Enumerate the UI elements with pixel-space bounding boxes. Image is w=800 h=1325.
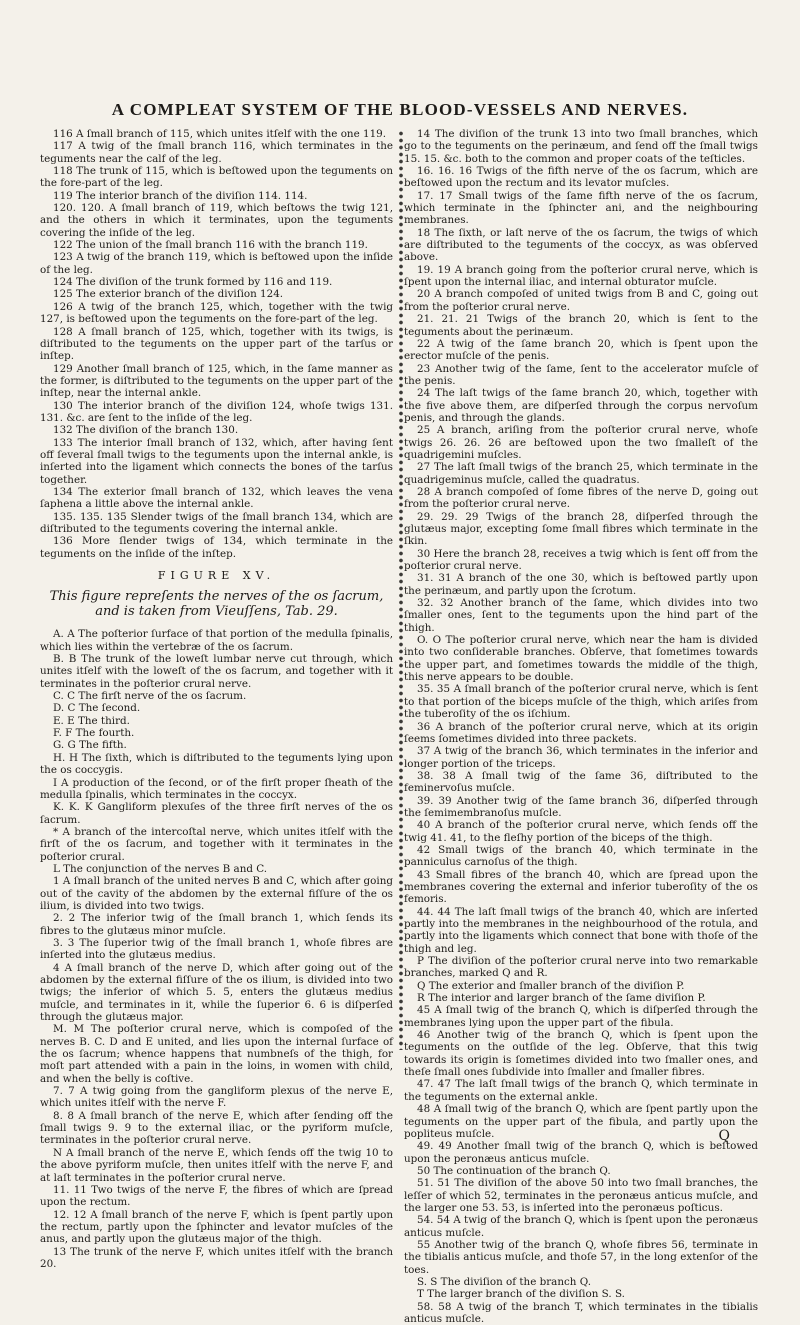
entry-paragraph: H. H The ſixth, which is diſtributed to the teguments lying upon the os coccygis. bbox=[40, 751, 393, 777]
entry-paragraph: 43 Small fibres of the branch 40, which are ſpread upon the membranes covering the external and inferior tuberoſity of the os femoris. bbox=[404, 868, 758, 906]
entry-paragraph: A. A The poſterior ſurface of that portion of the medulla ſpinalis, which lies within the vertebræ of the os ſacrum. bbox=[40, 628, 393, 653]
entry-paragraph: E. E The third. bbox=[53, 714, 130, 727]
entry-paragraph: D. C The ſecond. bbox=[53, 702, 141, 715]
entry-paragraph: 23 Another twig of the ſame, ſent to the accelerator muſcle of the penis. bbox=[404, 362, 758, 387]
right-column bbox=[404, 128, 758, 1325]
entry-paragraph: 46 Another twig of the branch Q, which is ſpent upon the teguments on the outſide of the leg. Obſerve, that this twig towards its origin is ſometimes divided into two ſmaller ones, and theſe ſmall ones ſubdivide into ſmaller and ſmaller fibres. bbox=[404, 1029, 758, 1079]
entry-paragraph: 58. 58 A twig of the branch T, which terminates in the tibialis anticus muſcle. bbox=[404, 1300, 758, 1325]
entry-paragraph: 14 The diviſion of the trunk 13 into two ſmall branches, which go to the teguments on the perinæum, and ſend off the ſmall twigs 15. 15. &c. both to the common and proper coats of the teſticles. bbox=[404, 128, 758, 165]
entry-paragraph: 2. 2 The inferior twig of the ſmall branch 1, which ſends its fibres to the glutæus minor muſcle. bbox=[40, 912, 393, 937]
entry-paragraph: 133 The interior ſmall branch of 132, which, after having ſent off ſeveral ſmall twigs to the teguments upon the internal ankle, is inſerted into the ligament which connects the bones of the tarſus together. bbox=[40, 436, 393, 486]
entry-paragraph: S. S The diviſion of the branch Q. bbox=[417, 1275, 591, 1288]
entry-paragraph: 39. 39 Another twig of the ſame branch 36, diſperſed through the ſemimembranoſus muſcle. bbox=[404, 794, 758, 819]
entry-paragraph: 29. 29. 29 Twigs of the branch 28, diſperſed through the glutæus major, excepting ſome ſmall fibres which terminate in the ſkin. bbox=[404, 510, 758, 548]
entry-paragraph: 37 A twig of the branch 36, which terminates in the inferior and longer portion of the triceps. bbox=[404, 745, 758, 770]
entry-paragraph: T The larger branch of the diviſion S. S. bbox=[417, 1288, 625, 1301]
figure-heading: FIGURE XV. bbox=[157, 569, 276, 583]
entry-paragraph: 7. 7 A twig going from the gangliform plexus of the nerve E, which unites itſelf with the nerve F. bbox=[40, 1085, 393, 1110]
entry-paragraph: * A branch of the intercoſtal nerve, which unites itſelf with the firſt of the os ſacrum, and together with it terminates in the poſterior crural. bbox=[40, 825, 393, 863]
entry-paragraph: P The diviſion of the poſterior crural nerve into two remarkable branches, marked Q and R. bbox=[404, 955, 758, 980]
entry-paragraph: 125 The exterior branch of the diviſion 124. bbox=[53, 288, 284, 301]
figure-caption: This figure repreſents the nerves of the os ſacrum, and is taken from Vieuſſens, Tab. 29. bbox=[49, 589, 384, 620]
entry-paragraph: 50 The continuation of the branch Q. bbox=[417, 1164, 611, 1177]
entry-paragraph: 24 The laſt twigs of the ſame branch 20, which, together with the five above them, are diſperſed through the corpus nervoſum penis, and through the glands. bbox=[404, 387, 758, 424]
entry-paragraph: 130 The interior branch of the diviſion 124, whoſe twigs 131. 131. &c. are ſent to the inſide of the leg. bbox=[40, 399, 393, 424]
entry-paragraph: 20 A branch compoſed of united twigs from B and C, going out from the poſterior crural nerve. bbox=[404, 288, 758, 313]
entry-paragraph: 48 A ſmall twig of the branch Q, which are ſpent partly upon the teguments on the upper part of the fibula, and partly upon the popliteus muſcle. bbox=[404, 1103, 758, 1140]
entry-paragraph: 128 A ſmall branch of 125, which, together with its twigs, is diſtributed to the teguments on the upper part of the tarſus or inſtep. bbox=[40, 325, 393, 363]
entry-paragraph: K. K. K Gangliform plexuſes of the three firſt nerves of the os ſacrum. bbox=[40, 801, 393, 826]
entry-paragraph: 27 The laſt ſmall twigs of the branch 25, which terminate in the quadrigeminus muſcle, called the quadratus. bbox=[404, 461, 758, 486]
entry-paragraph: 123 A twig of the branch 119, which is beſtowed upon the inſide of the leg. bbox=[40, 251, 393, 276]
running-head: A COMPLEAT SYSTEM OF THE BLOOD-VESSELS AND NERVES. bbox=[111, 100, 689, 119]
entry-paragraph: 19. 19 A branch going from the poſterior crural nerve, which is ſpent upon the internal iliac, and internal obturator muſcle. bbox=[404, 263, 758, 289]
entry-paragraph: 42 Small twigs of the branch 40, which terminate in the panniculus carnoſus of the thigh. bbox=[404, 843, 758, 869]
entry-paragraph: 13 The trunk of the nerve F, which unites itſelf with the branch 20. bbox=[40, 1245, 393, 1270]
entry-paragraph: 135. 135. 135 Slender twigs of the ſmall branch 134, which are diſtributed to the teguments covering the internal ankle. bbox=[40, 510, 393, 535]
entry-paragraph: 16. 16. 16 Twigs of the fifth nerve of the os ſacrum, which are beſtowed upon the rectum and its levator muſcles. bbox=[404, 165, 758, 190]
entry-paragraph: 35. 35 A ſmall branch of the poſterior crural nerve, which is ſent to that portion of the biceps muſcle of the thigh, which ariſes from the tuberoſity of the os iſchium. bbox=[404, 683, 758, 721]
entry-paragraph: 11. 11 Two twigs of the nerve F, the fibres of which are ſpread upon the rectum. bbox=[40, 1183, 393, 1209]
entry-paragraph: 3. 3 The ſuperior twig of the ſmall branch 1, whoſe fibres are inſerted into the glutæus medius. bbox=[40, 936, 393, 962]
entry-paragraph: 122 The union of the ſmall branch 116 with the branch 119. bbox=[53, 239, 368, 252]
entry-paragraph: 18 The ſixth, or laſt nerve of the os ſacrum, the twigs of which are diſtributed to the teguments of the coccyx, as was obſerved above. bbox=[404, 226, 758, 264]
signature-mark: Q bbox=[718, 1128, 730, 1144]
entry-paragraph: 25 A branch, ariſing from the poſterior crural nerve, whoſe twigs 26. 26. 26 are beſtowed upon the two ſmalleſt of the quadrigemini muſcles. bbox=[404, 424, 758, 461]
entry-paragraph: 117 A twig of the ſmall branch 116, which terminates in the teguments near the calf of the leg. bbox=[40, 140, 393, 165]
entry-paragraph: R The interior and larger branch of the ſame diviſion P. bbox=[417, 992, 706, 1005]
entry-paragraph: Q The exterior and ſmaller branch of the diviſion P. bbox=[417, 979, 685, 992]
entry-paragraph: 126 A twig of the branch 125, which, together with the twig 127, is beſtowed upon the teguments on the fore-part of the leg. bbox=[40, 300, 393, 326]
entry-paragraph: 54. 54 A twig of the branch Q, which is ſpent upon the peronæus anticus muſcle. bbox=[404, 1214, 758, 1239]
entry-paragraph: 40 A branch of the poſterior crural nerve, which ſends off the twig 41. 41, to the fleſhy portion of the biceps of the thigh. bbox=[404, 819, 758, 844]
entry-paragraph: 134 The exterior ſmall branch of 132, which leaves the vena ſaphena a little above the internal ankle. bbox=[40, 485, 393, 511]
entry-paragraph: C. C The firſt nerve of the os ſacrum. bbox=[53, 690, 247, 703]
entry-paragraph: G. G The fifth. bbox=[53, 739, 127, 752]
entry-paragraph: O. O The poſterior crural nerve, which near the ham is divided into two conſiderable branches. Obſerve, that ſometimes towards the upper part, and ſometimes towards the middle of the thigh, this nerve appears to be double. bbox=[404, 634, 758, 684]
entry-paragraph: N A ſmall branch of the nerve E, which ſends off the twig 10 to the above pyriform muſcle, then unites itſelf with the nerve F, and at laſt terminates in the poſterior crural nerve. bbox=[40, 1146, 393, 1184]
entry-paragraph: M. M The poſterior crural nerve, which is compoſed of the nerves B. C. D and E united, and lies upon the internal ſurface of the os ſacrum; whence happens that numbneſs of the thigh, for moſt part attended with a pain in the loins, in women with child, and when the belly is coſtive. bbox=[40, 1023, 393, 1085]
entry-paragraph: 124 The diviſion of the trunk formed by 116 and 119. bbox=[53, 276, 333, 289]
entry-paragraph: 129 Another ſmall branch of 125, which, in the ſame manner as the former, is diſtributed to the teguments on the upper part of the inſtep, near the internal ankle. bbox=[40, 362, 393, 400]
entry-paragraph: 28 A branch compoſed of ſome fibres of the nerve D, going out from the poſterior crural nerve. bbox=[404, 485, 758, 511]
entry-paragraph: B. B The trunk of the loweſt lumbar nerve cut through, which unites itſelf with the loweſt of the os ſacrum, and together with it terminates in the poſterior crural nerve. bbox=[40, 653, 393, 690]
entry-paragraph: L The conjunction of the nerves B and C. bbox=[53, 862, 268, 875]
left-bottom-paragraphs bbox=[40, 628, 393, 1270]
entry-paragraph: 17. 17 Small twigs of the ſame fifth nerve of the os ſacrum, which terminate in the ſphincter ani, and the neighbouring membranes. bbox=[404, 189, 758, 227]
entry-paragraph: 12. 12 A ſmall branch of the nerve F, which is ſpent partly upon the rectum, partly upon the ſphincter and levator muſcles of the anus, and partly upon the glutæus major of the thigh. bbox=[40, 1208, 393, 1246]
entry-paragraph: 44. 44 The laſt ſmall twigs of the branch 40, which are inſerted partly into the membranes in the neighbourhood of the rotula, and partly into the ligaments which connect that bone with thoſe of the thigh and leg. bbox=[404, 905, 758, 955]
entry-paragraph: F. F The fourth. bbox=[53, 727, 135, 740]
entry-paragraph: 8. 8 A ſmall branch of the nerve E, which after ſending off the ſmall twigs 9. 9 to the external iliac, or the pyriform muſcle, terminates in the poſterior crural nerve. bbox=[40, 1109, 393, 1147]
entry-paragraph: 55 Another twig of the branch Q, whoſe fibres 56, terminate in the tibialis anticus muſcle, and thoſe 57, in the long extenſor of the toes. bbox=[404, 1238, 758, 1276]
entry-paragraph: 49. 49 Another ſmall twig of the branch Q, which is beſtowed upon the peronæus anticus muſcle. bbox=[404, 1140, 758, 1165]
entry-paragraph: 31. 31 A branch of the one 30, which is beſtowed partly upon the perinæum, and partly upon the ſcrotum. bbox=[404, 572, 758, 597]
entry-paragraph: 118 The trunk of 115, which is beſtowed upon the teguments on the fore-part of the leg. bbox=[40, 165, 393, 190]
entry-paragraph: 30 Here the branch 28, receives a twig which is ſent off from the poſterior crural nerve. bbox=[404, 547, 759, 573]
entry-paragraph: 1 A ſmall branch of the united nerves B and C, which after going out of the cavity of the abdomen by the external fiſſure of the os ilium, is divided into two twigs. bbox=[40, 875, 393, 912]
entry-paragraph: 32. 32 Another branch of the ſame, which divides into two ſmaller ones, ſent to the teguments upon the hind part of the thigh. bbox=[404, 597, 758, 634]
entry-paragraph: 136 More ſlender twigs of 134, which terminate in the teguments on the inſide of the inſtep. bbox=[40, 535, 393, 560]
entry-paragraph: I A production of the ſecond, or of the firſt proper ſheath of the medulla ſpinalis, which terminates in the coccyx. bbox=[40, 776, 393, 801]
entry-paragraph: 4 A ſmall branch of the nerve D, which after going out of the abdomen by the external fiſſure of the os ilium, is divided into two twigs; the inferior of which 5. 5, enters the glutæus medius muſcle, and terminates in it, while the ſuperior 6. 6 is diſperſed through the glutæus major. bbox=[40, 961, 393, 1024]
entry-paragraph: 38. 38 A ſmall twig of the ſame 36, diſtributed to the feminervoſus muſcle. bbox=[404, 769, 758, 795]
entry-paragraph: 22 A twig of the ſame branch 20, which is ſpent upon the erector muſcle of the penis. bbox=[404, 337, 758, 363]
entry-paragraph: 120. 120. A ſmall branch of 119, which beſtows the twig 121, and the others in which it terminates, upon the teguments covering the inſide of the leg. bbox=[40, 202, 393, 239]
entry-paragraph: 119 The interior branch of the diviſion 114. 114. bbox=[53, 189, 308, 202]
entry-paragraph: 116 A ſmall branch of 115, which unites itſelf with the one 119. bbox=[53, 128, 387, 140]
left-top-paragraphs bbox=[40, 128, 393, 560]
right-paragraphs bbox=[404, 128, 758, 1325]
entry-paragraph: 132 The diviſion of the branch 130. bbox=[53, 424, 239, 437]
entry-paragraph: 21. 21. 21 Twigs of the branch 20, which is ſent to the teguments about the perinæum. bbox=[404, 313, 758, 338]
entry-paragraph: 47. 47 The laſt ſmall twigs of the branch Q, which terminate in the teguments on the external ankle. bbox=[404, 1078, 758, 1103]
entry-paragraph: 36 A branch of the poſterior crural nerve, which at its origin ſeems ſometimes divided into three packets. bbox=[404, 720, 758, 745]
entry-paragraph: 51. 51 The diviſion of the above 50 into two ſmall branches, the leſſer of which 52, terminates in the peronæus anticus muſcle, and the larger one 53. 53, is inſerted into the peronæus poſticus. bbox=[404, 1177, 758, 1214]
entry-paragraph: 45 A ſmall twig of the branch Q, which is diſperſed through the membranes lying upon the upper part of the fibula. bbox=[404, 1004, 758, 1029]
left-column bbox=[40, 128, 393, 1270]
